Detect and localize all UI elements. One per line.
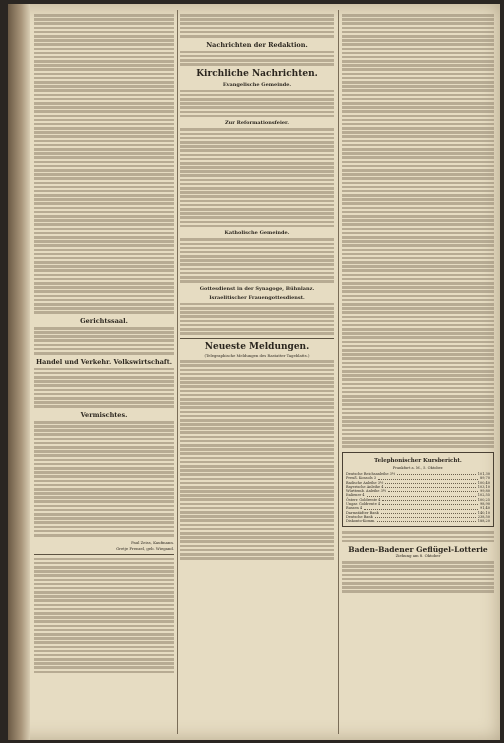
text-block (180, 90, 334, 118)
leader-dots (382, 498, 475, 501)
text-block (180, 14, 334, 38)
text-block (342, 561, 494, 593)
kurs-name: Deutsche Reichsanleihe 3½ (346, 471, 396, 476)
column-middle (180, 12, 334, 732)
text-block (342, 531, 494, 542)
section-heading-church: Kirchliche Nachrichten. (196, 68, 318, 79)
kurs-row (346, 519, 490, 523)
book-spine (8, 4, 30, 740)
text-block (34, 558, 174, 674)
text-block (180, 128, 334, 227)
section-heading-vermischtes: Vermischtes. (80, 410, 128, 419)
divider (34, 554, 174, 555)
text-block (180, 303, 334, 335)
subheading-gottesdienst: Gottesdienst in der Synagoge, Bühnlanz. (199, 285, 315, 292)
lottery-subtitle: Ziehung am 8. Oktober (395, 553, 441, 559)
kursbericht-list (346, 472, 490, 524)
text-block (34, 327, 174, 355)
kurs-name: Deutsche Bank (346, 514, 373, 519)
kurs-value: 99,80 (479, 489, 490, 494)
kurs-value: 188,20 (477, 519, 490, 524)
text-block (180, 51, 334, 66)
leader-dots (388, 489, 478, 492)
kurs-value: 140,10 (477, 510, 490, 515)
subheading-evangelisch: Evangelische Gemeinde. (222, 81, 292, 88)
subheading-reformation: Zur Reformationsfeier. (225, 120, 289, 127)
kurs-name: Bayerische Anleihe 4 (346, 484, 384, 489)
kurs-value: 101,30 (477, 471, 490, 476)
leader-dots (382, 502, 478, 505)
kurs-name: Russen 4 (346, 506, 363, 511)
text-block (34, 421, 174, 537)
lottery-title: Baden-Badener Geflügel-Lotterie (348, 545, 488, 555)
newspaper-page (8, 4, 500, 740)
text-block (342, 14, 494, 448)
divider (180, 338, 334, 339)
section-heading-handel: Handel und Verkehr. Volkswirtschaft. (36, 357, 172, 366)
kurs-value: 103,10 (477, 484, 490, 489)
leader-dots (377, 519, 475, 522)
kurs-value: 100,25 (477, 497, 490, 502)
kurs-name: Preuß. Konsols 3 (346, 476, 376, 481)
kurs-name: Italiener 4 (346, 493, 365, 498)
section-heading-redaktion: Nachrichten der Redaktion. (206, 40, 308, 49)
leader-dots (385, 485, 475, 488)
kurs-name: Diskonto-Komm. (346, 519, 376, 524)
column-rule (338, 10, 339, 734)
kurs-name: Ungar. Goldrente 4 (346, 501, 381, 506)
kursbericht-box (342, 452, 494, 528)
text-block (180, 238, 334, 282)
kurs-value: 89,70 (479, 476, 490, 481)
signature-line: Gretje Frenzel, geb. Wiegand. (116, 545, 174, 551)
kurs-value: 102,55 (477, 493, 490, 498)
kurs-value: 98,90 (479, 501, 490, 506)
kursbericht-title: Telephonischer Kursbericht. (374, 457, 462, 464)
section-heading-gericht: Gerichtssaal. (80, 316, 128, 325)
kurs-name: Badische Anleihe 3½ (346, 480, 384, 485)
kurs-name: Österr. Goldrente 4 (346, 497, 381, 502)
news-subtitle: (Telegraphische Meldungen des Rastatter Tageblatts.) (204, 352, 310, 358)
subheading-katholisch: Katholische Gemeinde. (224, 230, 290, 237)
leader-dots (397, 472, 475, 475)
kurs-name: Württemb. Anleihe 3½ (346, 489, 387, 494)
signature-line: Paul Zeiss, Kaufmann. (131, 539, 174, 545)
column-left (34, 12, 174, 732)
leader-dots (381, 511, 476, 514)
column-right (342, 12, 494, 732)
text-block (180, 360, 334, 559)
leader-dots (375, 515, 476, 518)
kurs-value: 100,40 (477, 480, 490, 485)
text-block (34, 14, 174, 314)
text-block (34, 368, 174, 408)
kurs-name: Darmstädter Bank (346, 510, 379, 515)
section-heading-news: Neueste Meldungen. (204, 341, 310, 352)
leader-dots (378, 476, 478, 479)
subheading-israelitisch: Israelitischer Frauengottesdienst. (209, 294, 305, 301)
leader-dots (385, 481, 475, 484)
kurs-value: 91,40 (479, 506, 490, 511)
column-rule (177, 10, 178, 734)
leader-dots (364, 506, 478, 509)
kursbericht-subtitle: Frankfurt a. M., 5. Oktober. (392, 465, 444, 470)
leader-dots (367, 493, 476, 496)
kurs-value: 238,50 (477, 514, 490, 519)
